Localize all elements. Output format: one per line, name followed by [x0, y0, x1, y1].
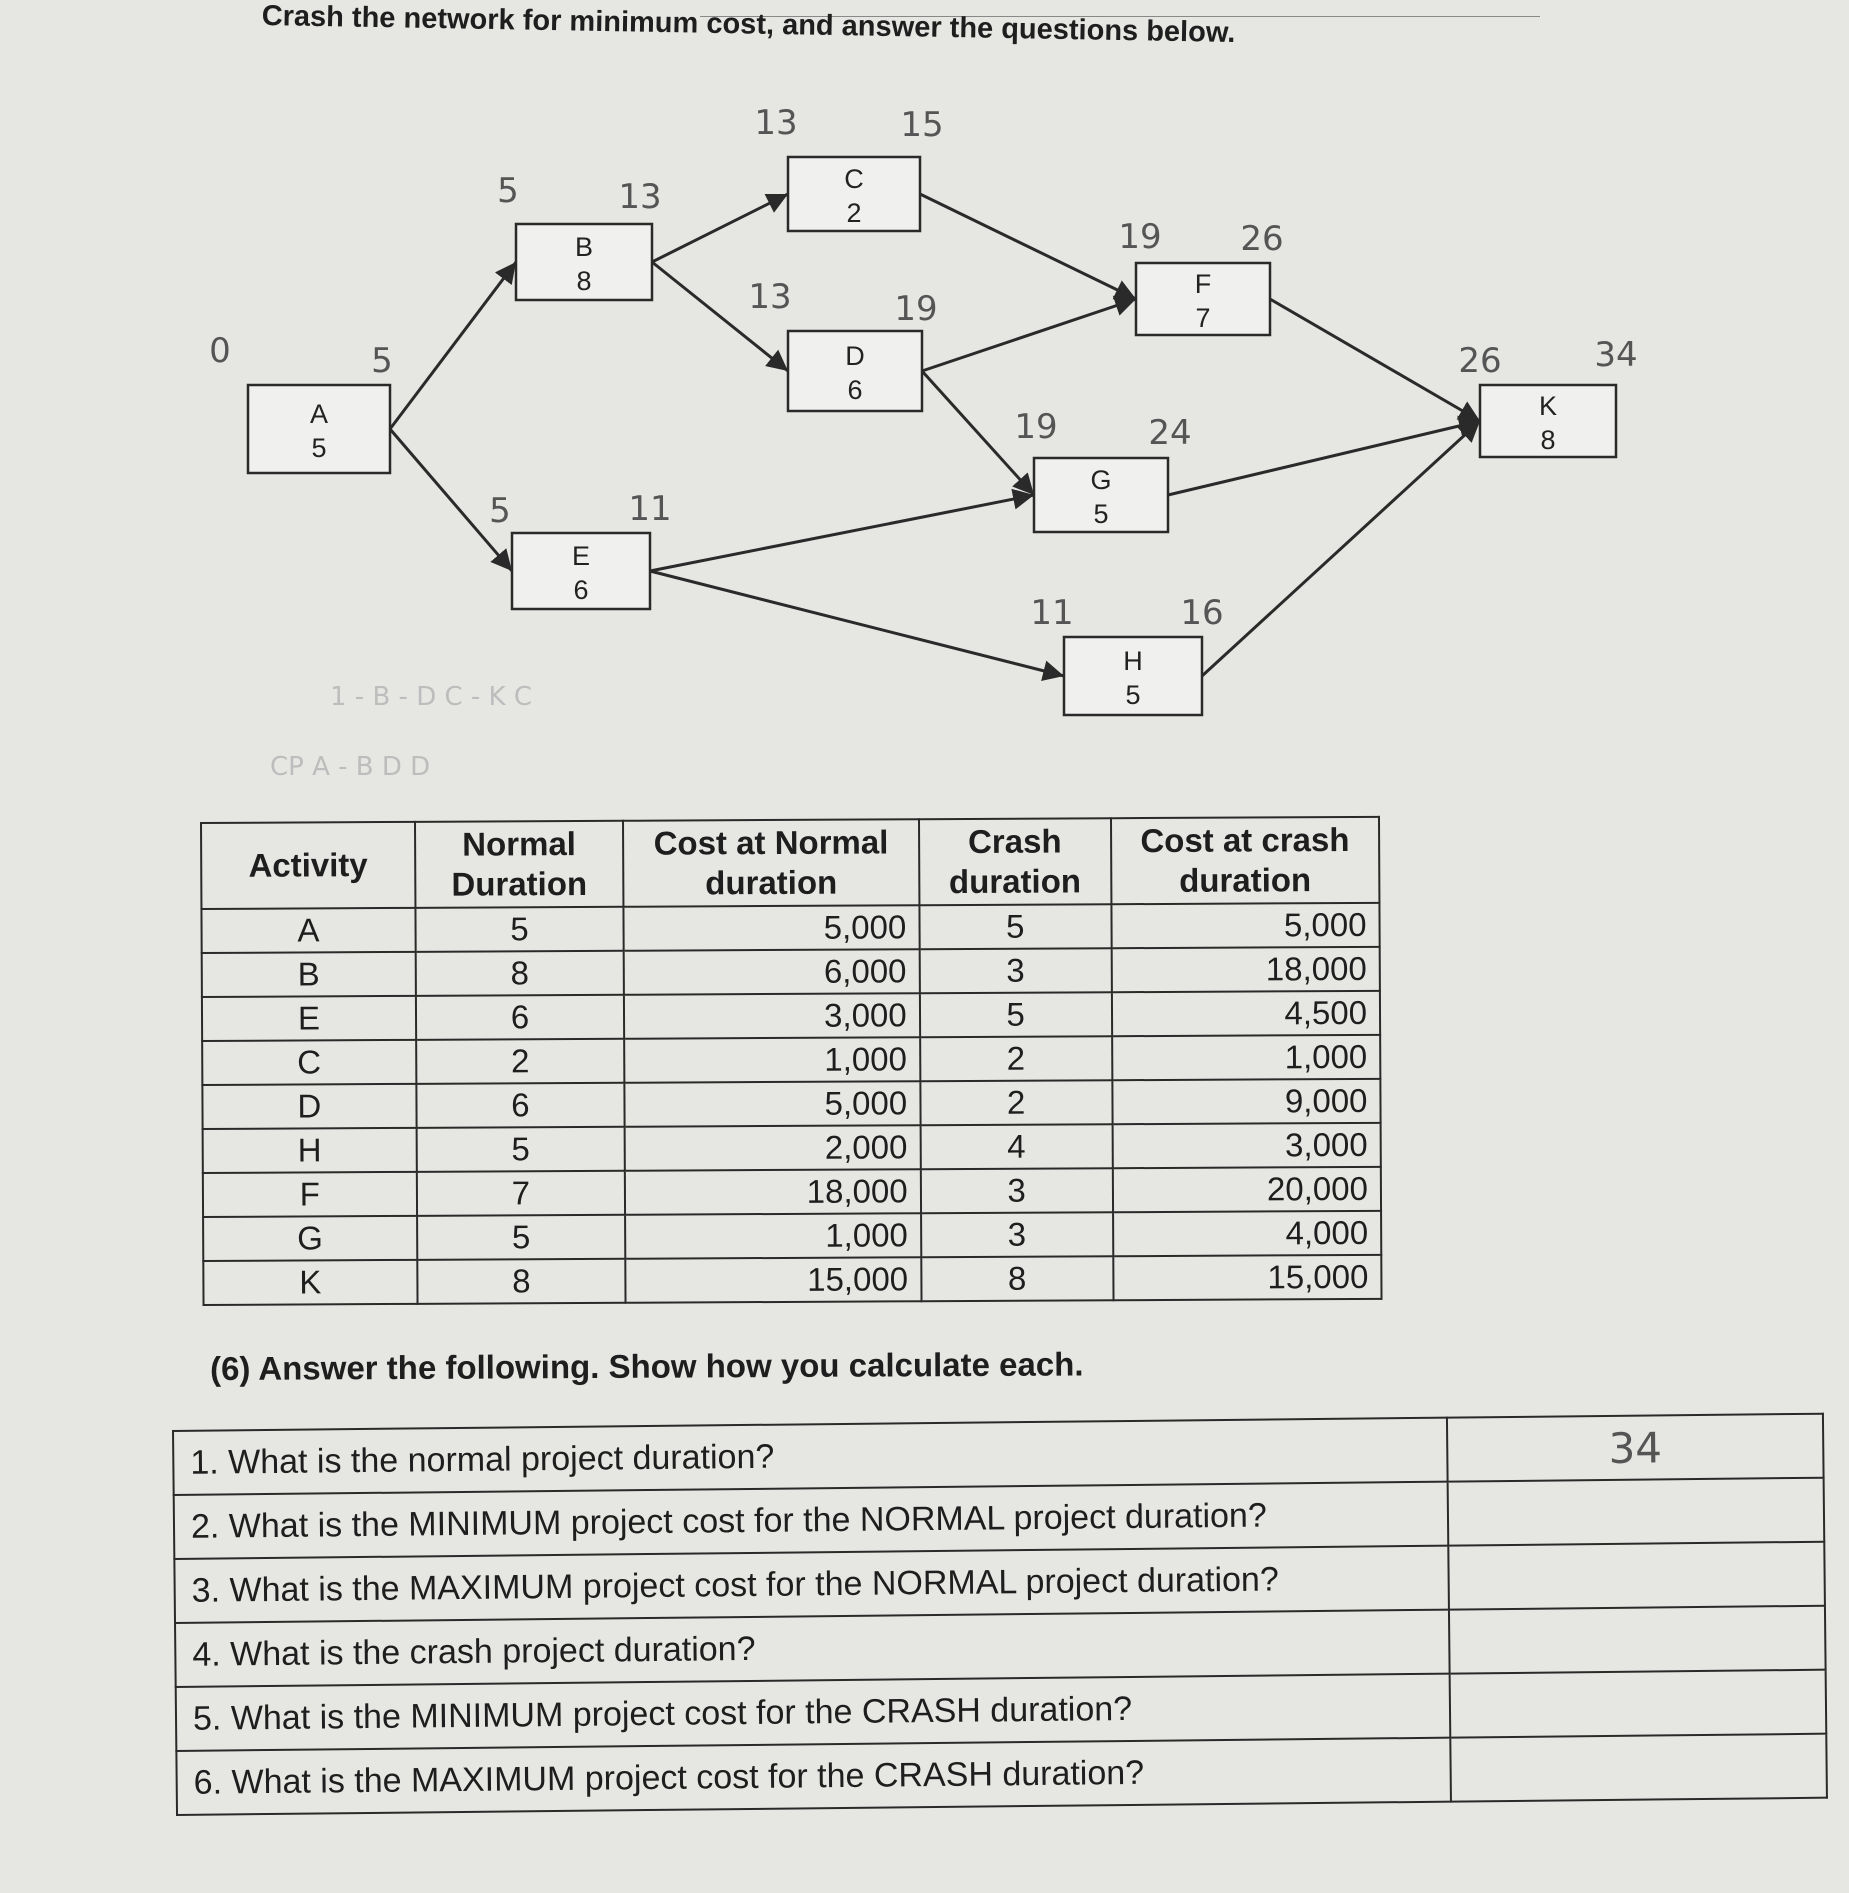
- annotation-h-start: 11: [1030, 593, 1074, 633]
- cell-activity: A: [201, 908, 415, 953]
- cell-cost-normal: 1,000: [624, 1037, 920, 1083]
- annotation-g-end: 24: [1148, 413, 1192, 453]
- node-letter: D: [845, 341, 865, 371]
- cell-normal-duration: 7: [417, 1171, 626, 1216]
- activity-node-g: [1034, 458, 1168, 532]
- cell-activity: E: [202, 996, 416, 1041]
- cell-activity: D: [202, 1084, 416, 1129]
- handwritten-annotations: [209, 103, 1637, 633]
- cell-cost-normal: 5,000: [624, 1081, 920, 1127]
- cell-activity: F: [203, 1172, 417, 1217]
- node-letter: K: [1538, 391, 1558, 421]
- cell-cost-normal: 1,000: [625, 1213, 921, 1259]
- edge-d-f: [922, 299, 1136, 371]
- annotation-d-start: 13: [748, 277, 792, 317]
- annotation-a-start: 0: [209, 331, 231, 371]
- faint-scribble: CP A - B D D: [270, 752, 431, 780]
- edge-c-f: [920, 194, 1136, 299]
- table-row: [203, 1167, 1381, 1217]
- cell-cost-crash: 3,000: [1112, 1123, 1381, 1168]
- cell-activity: K: [203, 1260, 417, 1305]
- cell-crash-duration: 2: [920, 1080, 1112, 1125]
- cell-activity: C: [202, 1040, 416, 1085]
- table-row: [203, 1255, 1381, 1305]
- annotation-b-end: 13: [618, 177, 662, 217]
- answer-cell[interactable]: [1448, 1542, 1825, 1610]
- cell-normal-duration: 8: [415, 951, 624, 996]
- node-letter: A: [309, 399, 329, 429]
- node-letter: B: [574, 232, 594, 262]
- node-duration: 6: [573, 575, 589, 605]
- annotation-b-start: 5: [497, 171, 519, 211]
- cell-crash-duration: 5: [919, 904, 1111, 949]
- edge-a-b: [390, 262, 516, 429]
- header-cost-normal: Cost at Normal duration: [623, 819, 919, 907]
- faint-scribble: 1 - B - D C - K C: [330, 682, 533, 712]
- cell-normal-duration: 5: [415, 907, 624, 952]
- questions-title: (6) Answer the following. Show how you calculate each.: [210, 1345, 1084, 1387]
- edge-g-k: [1168, 421, 1480, 495]
- node-duration: 8: [576, 266, 592, 296]
- node-duration: 5: [1093, 499, 1109, 529]
- annotation-h-end: 16: [1180, 593, 1224, 633]
- header-cost-crash: Cost at crash duration: [1111, 817, 1380, 904]
- table-row: [202, 947, 1380, 997]
- activity-table: [200, 816, 1383, 1306]
- cell-activity: H: [203, 1128, 417, 1173]
- cell-crash-duration: 4: [920, 1124, 1112, 1169]
- header-activity: Activity: [201, 822, 415, 909]
- annotation-f-end: 26: [1240, 219, 1284, 259]
- header-crash-duration: Crash duration: [919, 818, 1111, 905]
- question-text: 1. What is the normal project duration?: [173, 1418, 1448, 1495]
- node-letter: F: [1194, 269, 1212, 299]
- activity-node-k: [1480, 385, 1616, 457]
- activity-node-f: [1136, 263, 1270, 335]
- node-duration: 6: [847, 375, 863, 405]
- annotation-c-end: 15: [900, 105, 944, 145]
- cell-cost-normal: 15,000: [625, 1257, 921, 1303]
- node-duration: 7: [1195, 303, 1211, 333]
- cell-activity: G: [203, 1216, 417, 1261]
- node-letter: H: [1123, 646, 1143, 676]
- node-duration: 5: [311, 433, 327, 463]
- edge-b-c: [652, 194, 788, 262]
- node-letter: C: [844, 164, 864, 194]
- answer-cell[interactable]: [1450, 1670, 1827, 1738]
- node-duration: 2: [846, 198, 862, 228]
- edge-e-h: [650, 571, 1064, 676]
- cell-cost-crash: 9,000: [1112, 1079, 1381, 1124]
- activity-node-d: [788, 331, 922, 411]
- table-row: [202, 991, 1380, 1041]
- cell-cost-crash: 15,000: [1113, 1255, 1382, 1300]
- edge-h-k: [1202, 421, 1480, 676]
- table-row: [203, 1211, 1381, 1261]
- table-header-row: [201, 817, 1379, 909]
- answer-cell[interactable]: [1449, 1606, 1826, 1674]
- node-duration: 8: [1540, 425, 1556, 455]
- page-title: Crash the network for minimum cost, and answer the questions below.: [261, 0, 1236, 49]
- question-text: 5. What is the MINIMUM project cost for the CRASH duration?: [176, 1674, 1451, 1751]
- cell-cost-crash: 18,000: [1111, 947, 1380, 992]
- node-letter: G: [1090, 465, 1112, 495]
- cell-normal-duration: 6: [416, 995, 625, 1040]
- node-duration: 5: [1125, 680, 1141, 710]
- answer-cell[interactable]: [1450, 1734, 1827, 1802]
- cell-crash-duration: 3: [921, 1168, 1113, 1213]
- cell-cost-normal: 6,000: [624, 949, 920, 995]
- answer-cell[interactable]: [1448, 1478, 1825, 1546]
- cell-cost-crash: 1,000: [1112, 1035, 1381, 1080]
- header-normal-duration: Normal Duration: [415, 821, 624, 908]
- question-text: 2. What is the MINIMUM project cost for the NORMAL project duration?: [174, 1482, 1449, 1559]
- cell-normal-duration: 5: [417, 1215, 626, 1260]
- edge-e-g: [650, 495, 1034, 571]
- annotation-g-start: 19: [1014, 407, 1058, 447]
- cell-crash-duration: 5: [920, 992, 1112, 1037]
- cell-cost-crash: 4,500: [1112, 991, 1381, 1036]
- annotation-c-start: 13: [754, 103, 798, 143]
- question-text: 4. What is the crash project duration?: [175, 1610, 1450, 1687]
- question-text: 3. What is the MAXIMUM project cost for the NORMAL project duration?: [174, 1546, 1449, 1623]
- cell-activity: B: [202, 952, 416, 997]
- annotation-d-end: 19: [894, 289, 938, 329]
- network-diagram: [0, 0, 1849, 780]
- activity-node-b: [516, 224, 652, 300]
- table-row: [203, 1123, 1381, 1173]
- cell-cost-crash: 20,000: [1112, 1167, 1381, 1212]
- activity-node-c: [788, 157, 920, 231]
- cell-normal-duration: 5: [416, 1127, 625, 1172]
- cell-crash-duration: 3: [919, 948, 1111, 993]
- annotation-a-end: 5: [371, 341, 393, 381]
- cell-cost-normal: 3,000: [624, 993, 920, 1039]
- cell-normal-duration: 8: [417, 1259, 626, 1304]
- cell-normal-duration: 6: [416, 1083, 625, 1128]
- cell-normal-duration: 2: [416, 1039, 625, 1084]
- cell-cost-normal: 5,000: [624, 905, 920, 951]
- cell-crash-duration: 3: [921, 1212, 1113, 1257]
- cell-crash-duration: 8: [921, 1256, 1113, 1301]
- table-row: [202, 1035, 1380, 1085]
- table-row: [201, 903, 1379, 953]
- cell-cost-normal: 18,000: [625, 1169, 921, 1215]
- questions-table: [172, 1413, 1828, 1816]
- answer-cell[interactable]: 34: [1447, 1414, 1824, 1482]
- cell-crash-duration: 2: [920, 1036, 1112, 1081]
- question-text: 6. What is the MAXIMUM project cost for the CRASH duration?: [176, 1738, 1451, 1815]
- annotation-e-end: 11: [628, 489, 672, 529]
- activity-node-h: [1064, 637, 1202, 715]
- table-row: [202, 1079, 1380, 1129]
- node-letter: E: [571, 541, 591, 571]
- annotation-e-start: 5: [489, 491, 511, 531]
- cell-cost-crash: 4,000: [1113, 1211, 1382, 1256]
- activity-node-e: [512, 533, 650, 609]
- annotation-k-end: 34: [1594, 335, 1638, 375]
- cell-cost-crash: 5,000: [1111, 903, 1380, 948]
- cell-cost-normal: 2,000: [625, 1125, 921, 1171]
- edge-f-k: [1270, 299, 1480, 421]
- activity-node-a: [248, 385, 390, 473]
- annotation-k-start: 26: [1458, 341, 1502, 381]
- annotation-f-start: 19: [1118, 217, 1162, 257]
